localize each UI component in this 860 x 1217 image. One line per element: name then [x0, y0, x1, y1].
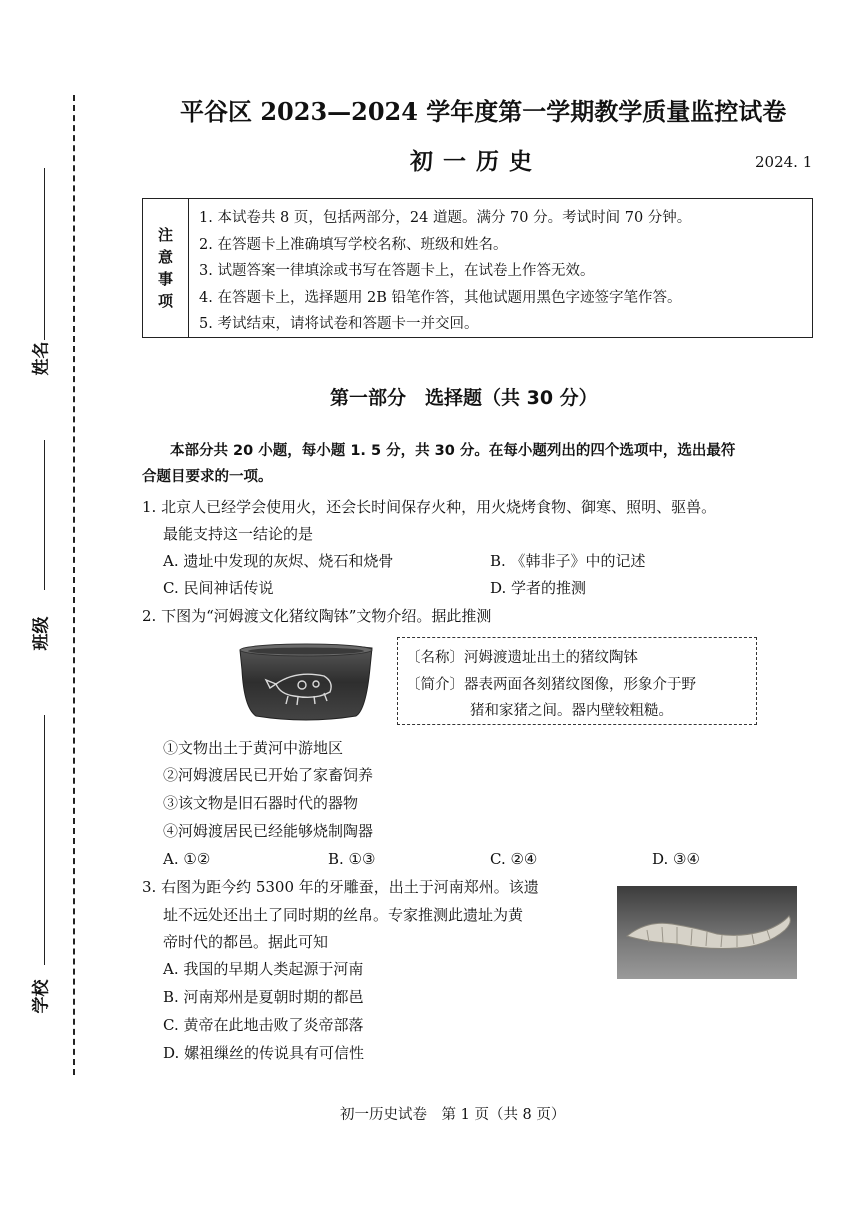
notice-label-char: 意 [157, 248, 173, 266]
ivory-silkworm-image [617, 886, 797, 979]
q3-option-a: A. 我国的早期人类起源于河南 [163, 960, 364, 978]
notice-item: 3. 试题答案一律填涂或书写在答题卡上，在试卷上作答无效。 [199, 263, 595, 279]
artifact-info-box [397, 637, 757, 725]
pig-pattern-pottery-bowl-image [236, 640, 376, 722]
school-label: 学校 [31, 979, 52, 1014]
artifact-name: 〔名称〕河姆渡遗址出土的猪纹陶钵 [406, 650, 638, 666]
artifact-intro-line1: 〔简介〕器表两面各刻猪纹图像，形象介于野 [406, 677, 696, 693]
intro-line: 本部分共 20 小题，每小题 1. 5 分，共 30 分。在每小题列出的四个选项中，选出最符 [170, 443, 736, 459]
page-footer: 初一历史试卷 第 1 页（共 8 页） [340, 1107, 566, 1123]
notice-item: 4. 在答题卡上，选择题用 2B 铅笔作答，其他试题用黑色字迹签字笔作答。 [199, 289, 682, 306]
q1-option-b: B. 《韩非子》中的记述 [490, 552, 646, 570]
class-label: 班级 [31, 616, 52, 651]
school-write-line [44, 715, 45, 965]
q2-option-c: C. ②④ [490, 850, 538, 868]
q1-stem-line1: 1. 北京人已经学会使用火，还会长时间保存火种，用火烧烤食物、御寒、照明、驱兽。 [142, 498, 717, 516]
notice-items [199, 205, 691, 338]
q2-statement-4: ④河姆渡居民已经能够烧制陶器 [163, 822, 374, 840]
q1-option-c: C. 民间神话传说 [163, 579, 274, 597]
notice-label-char: 事 [157, 270, 173, 288]
q3-stem-line2: 址不远处还出土了同时期的丝帛。专家推测此遗址为黄 [163, 906, 524, 924]
notice-item: 2. 在答题卡上准确填写学校名称、班级和姓名。 [199, 236, 508, 253]
intro-line: 合题目要求的一项。 [142, 469, 273, 485]
notice-box [142, 198, 813, 338]
q1-option-d: D. 学者的推测 [490, 579, 587, 597]
class-write-line [44, 440, 45, 590]
q3-option-b: B. 河南郑州是夏朝时期的都邑 [163, 988, 364, 1006]
q2-option-d: D. ③④ [652, 850, 700, 868]
q2-stem: 2. 下图为“河姆渡文化猪纹陶钵”文物介绍。据此推测 [142, 607, 492, 625]
part1-heading: 第一部分 选择题（共 30 分） [330, 387, 598, 409]
q3-option-c: C. 黄帝在此地击败了炎帝部落 [163, 1016, 364, 1034]
q2-statement-2: ②河姆渡居民已开始了家畜饲养 [163, 766, 374, 784]
q3-option-d: D. 嫘祖缫丝的传说具有可信性 [163, 1044, 365, 1062]
q2-statement-3: ③该文物是旧石器时代的器物 [163, 794, 359, 812]
subject-title: 初一历史 [410, 149, 542, 175]
q1-stem-line2: 最能支持这一结论的是 [163, 525, 314, 543]
binding-dashed-line [73, 95, 75, 1075]
q2-statement-1: ①文物出土于黄河中游地区 [163, 739, 344, 757]
q3-stem-line1: 3. 右图为距今约 5300 年的牙雕蚕，出土于河南郑州。该遗 [142, 878, 539, 896]
notice-label [143, 199, 189, 337]
artifact-intro-line2: 猪和家猪之间。器内壁较粗糙。 [470, 703, 673, 719]
q1-option-a: A. 遗址中发现的灰烬、烧石和烧骨 [163, 552, 394, 570]
q2-option-a: A. ①② [163, 850, 211, 868]
notice-label-char: 项 [157, 292, 173, 310]
part1-intro [142, 438, 814, 490]
q3-stem-line3: 帝时代的都邑。据此可知 [163, 933, 329, 951]
notice-item: 5. 考试结束，请将试卷和答题卡一并交回。 [199, 316, 479, 332]
q2-option-b: B. ①③ [328, 850, 376, 868]
exam-title: 平谷区 2023—2024 学年度第一学期教学质量监控试卷 [180, 97, 787, 126]
name-label: 姓名 [31, 341, 52, 376]
name-write-line [44, 168, 45, 340]
exam-date: 2024. 1 [755, 153, 813, 171]
notice-label-char: 注 [157, 226, 173, 244]
notice-item: 1. 本试卷共 8 页，包括两部分，24 道题。满分 70 分。考试时间 70 分钟。 [199, 210, 692, 226]
